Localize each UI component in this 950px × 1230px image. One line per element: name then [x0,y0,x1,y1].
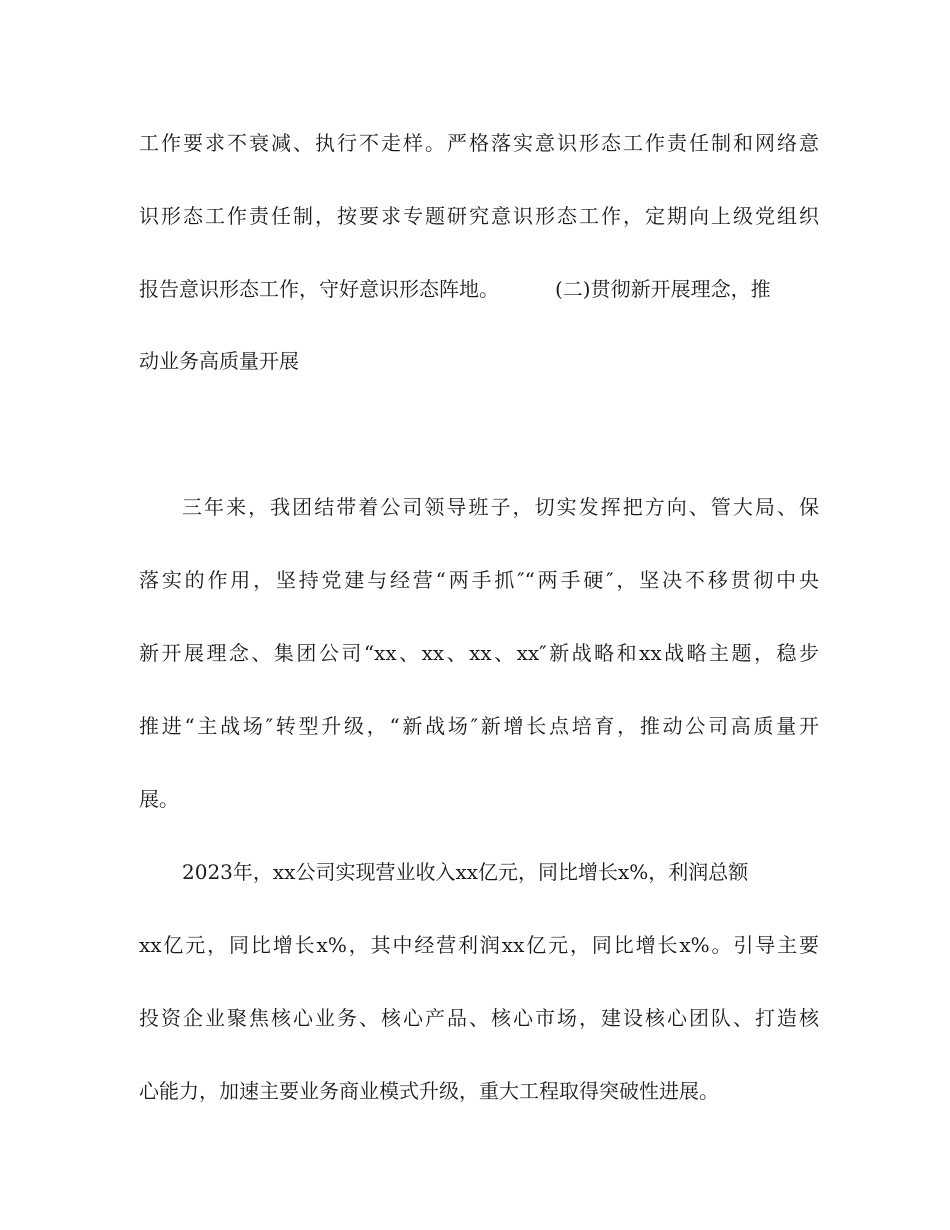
p2-line-3: 新开展理念、集团公司“xx、xx、xx、xx″新战略和xx战略主题，稳步 [139,641,819,665]
p1-line-2: 识形态工作责任制，按要求专题研究意识形态工作，定期向上级党组织 [139,204,819,228]
p3-line-4: 心能力，加速主要业务商业模式升级，重大工程取得突破性进展。 [139,1079,719,1103]
p1-line-4: 动业务高质量开展 [139,349,299,373]
p2-line-1: 三年来，我团结带着公司领导班子，切实发挥把方向、管大局、保 [182,495,819,519]
p1-line-3 [139,274,819,304]
p3-line-3: 投资企业聚焦核心业务、核心产品、核心市场，建设核心团队、打造核 [139,1006,819,1030]
p1-line-1: 工作要求不衰减、执行不走样。严格落实意识形态工作责任制和网络意 [139,131,819,155]
p2-line-2: 落实的作用，坚持党建与经营“两手抓″“两手硬″，坚决不移贯彻中央 [139,568,819,592]
p1-line-3-text-b: (二)贯彻新开展理念，推 [555,277,771,301]
p3-line-1: 2023年，xx公司实现营业收入xx亿元，同比增长x%，利润总额 [182,860,749,884]
p2-line-4: 推进“主战场″转型升级，“新战场″新增长点培育，推动公司高质量开 [139,714,819,738]
p1-line-3-text-a: 报告意识形态工作，守好意识形态阵地。 [139,277,499,301]
p3-line-2: xx亿元，同比增长x%，其中经营利润xx亿元，同比增长x%。引导主要 [139,933,819,957]
p2-line-5: 展。 [139,787,179,811]
